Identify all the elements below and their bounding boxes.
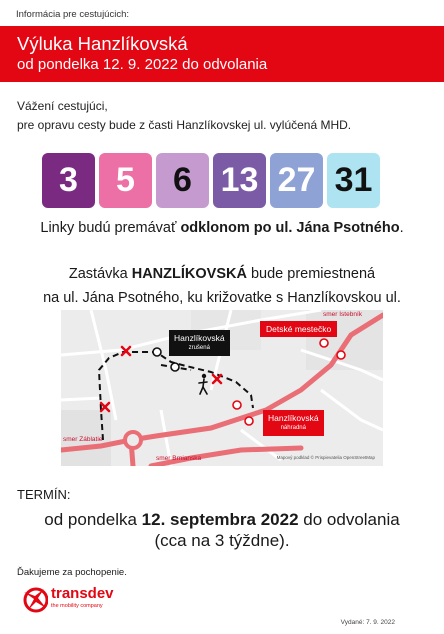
page-subtitle: od pondelka 12. 9. 2022 do odvolania bbox=[17, 56, 268, 73]
term-date-bold: 12. septembra 2022 bbox=[141, 510, 299, 529]
new-stop-label bbox=[263, 410, 324, 436]
poi-label: Detské mestečko bbox=[260, 321, 337, 337]
line-badge-27: 27 bbox=[270, 153, 323, 208]
affected-lines bbox=[42, 153, 380, 208]
line-badge-13: 13 bbox=[213, 153, 266, 208]
transdev-logo-icon bbox=[22, 586, 48, 614]
new-stop-status: náhradná bbox=[280, 425, 306, 431]
detour-suffix: . bbox=[399, 220, 404, 236]
old-stop-status: zrušená bbox=[188, 345, 210, 351]
stop-notice-line-1 bbox=[0, 262, 444, 286]
term-date bbox=[0, 509, 444, 551]
stop-notice-prefix: Zastávka bbox=[68, 266, 132, 282]
stop-notice-suffix: bude premiestnená bbox=[246, 266, 376, 282]
street-zablatie: smer Záblatie bbox=[63, 436, 103, 443]
line-badge-31: 31 bbox=[327, 153, 380, 208]
new-stop-name: Hanzlíkovská bbox=[268, 413, 319, 423]
issued-date: Vydané: 7. 9. 2022 bbox=[340, 619, 395, 626]
detour-prefix: Linky budú premávať bbox=[40, 220, 181, 236]
street-istebnik: smer Istebník bbox=[323, 311, 363, 318]
thanks-note: Ďakujeme za pochopenie. bbox=[17, 567, 127, 578]
logo-slogan: the mobility company bbox=[51, 603, 103, 609]
detour-emphasis: odklonom po ul. Jána Psotného bbox=[180, 220, 400, 236]
stop-notice-line-2: na ul. Jána Psotného, ku križovatke s Hanzlíkovskou ul. bbox=[43, 290, 401, 306]
greeting-line-2: pre opravu cesty bude z časti Hanzlíkovskej ul. vylúčená MHD. bbox=[17, 118, 352, 132]
line-badge-3: 3 bbox=[42, 153, 95, 208]
term-date-prefix: od pondelka bbox=[44, 510, 142, 529]
street-brnianska: smer Brnianska bbox=[156, 455, 202, 462]
detour-map bbox=[61, 310, 383, 466]
greeting bbox=[17, 97, 351, 135]
page-title: Výluka Hanzlíkovská bbox=[17, 33, 188, 54]
logo-name: transdev bbox=[51, 585, 114, 602]
passenger-info-note: Informácia pre cestujúcich: bbox=[16, 9, 129, 20]
logo-text bbox=[51, 585, 114, 612]
stop-relocation-message bbox=[0, 262, 444, 310]
term-duration: (cca na 3 týždne). bbox=[154, 531, 290, 550]
greeting-line-1: Vážení cestujúci, bbox=[17, 99, 108, 113]
term-date-suffix: do odvolania bbox=[298, 510, 400, 529]
term-date-line bbox=[0, 509, 444, 530]
old-stop-label bbox=[169, 330, 230, 356]
transdev-logo bbox=[22, 586, 114, 614]
title-banner bbox=[0, 26, 444, 82]
term-label: TERMÍN: bbox=[17, 487, 71, 502]
old-stop-name: Hanzlíkovská bbox=[174, 333, 225, 343]
line-badge-6: 6 bbox=[156, 153, 209, 208]
line-badge-5: 5 bbox=[99, 153, 152, 208]
stop-notice-stop-name: HANZLÍKOVSKÁ bbox=[131, 266, 247, 282]
detour-message bbox=[0, 220, 444, 236]
map-attribution: Mapový podklad © Prispievatelia OpenStreetMap bbox=[276, 455, 375, 460]
